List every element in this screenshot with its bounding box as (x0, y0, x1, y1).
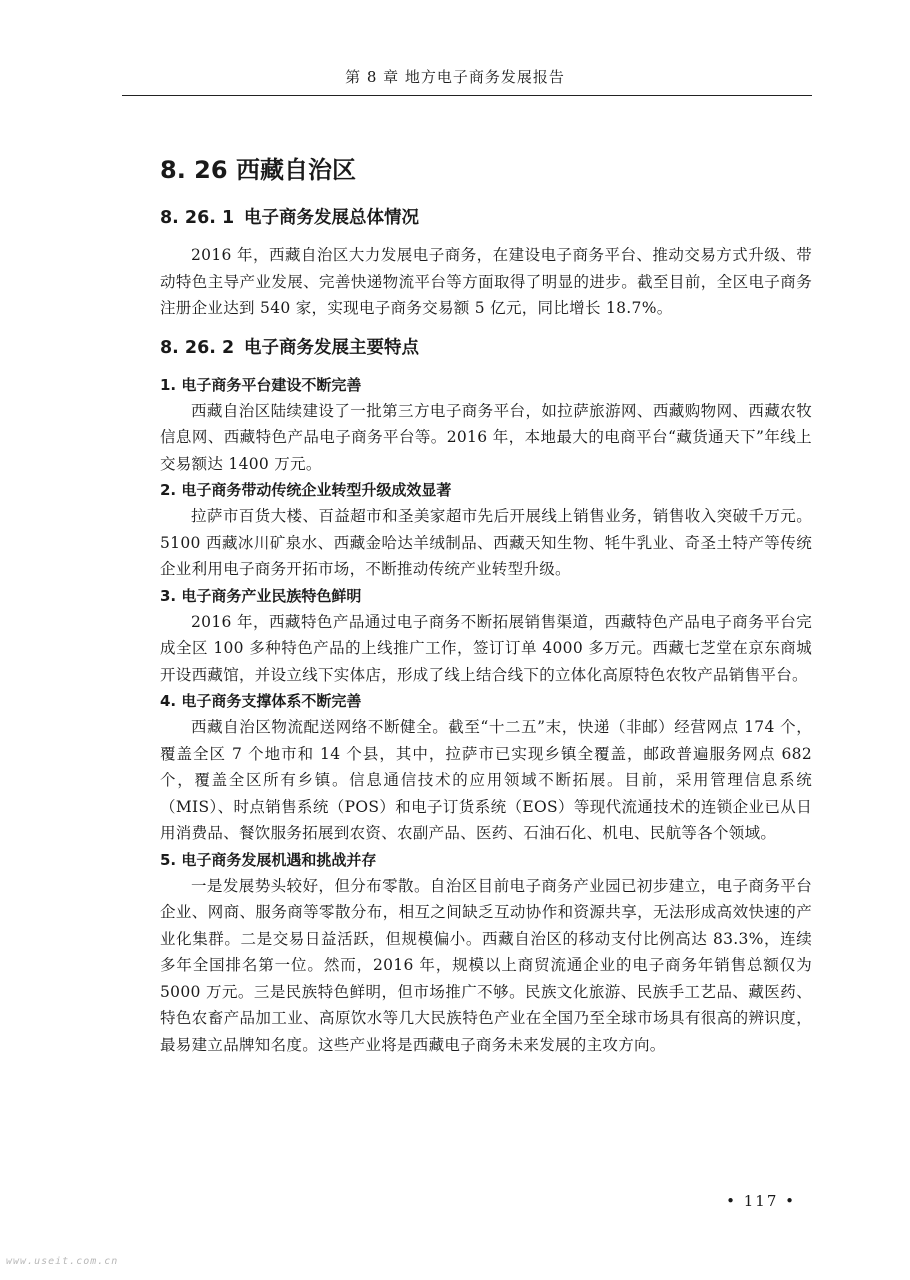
feature-paragraph-5: 一是发展势头较好，但分布零散。自治区目前电子商务产业园已初步建立，电子商务平台企业、网商、服务商等零散分布，相互之间缺乏互动协作和资源共享，无法形成高效快速的产业化集群。二是交易日益活跃，但规模偏小。西藏自治区的移动支付比例高达 83.3%，连续多年全国排名第一位。然而，2016 年，规模以上商贸流通企业的电子商务年销售总额仅为 5000 万元。三是民族特色鲜明，但市场推广不够。民族文化旅游、民族手工艺品、藏医药、特色农畜产品加工业、高原饮水等几大民族特色产业在全国乃至全球市场具有很高的辨识度，最易建立品牌知名度。这些产业将是西藏电子商务未来发展的主攻方向。 (160, 876, 812, 1054)
feature-paragraph-2: 拉萨市百货大楼、百益超市和圣美家超市先后开展线上销售业务，销售收入突破千万元。5100 西藏冰川矿泉水、西藏金哈达羊绒制品、西藏天知生物、牦牛乳业、奇圣土特产等传统企业利用电子商务开拓市场，不断推动传统产业转型升级。 (160, 507, 812, 578)
page-number: • 117 • (726, 1192, 796, 1210)
page-content (160, 150, 812, 1058)
section-heading (160, 150, 812, 190)
feature-heading-1: 1. 电子商务平台建设不断完善 (160, 375, 362, 394)
feature-heading-5: 5. 电子商务发展机遇和挑战并存 (160, 850, 377, 869)
subsection-number: 8. 26. 2 (160, 337, 235, 358)
subsection-heading-2 (160, 332, 812, 364)
running-head: 第 8 章 地方电子商务发展报告 (345, 68, 565, 86)
subsection-title: 电子商务发展总体情况 (244, 208, 419, 228)
feature-paragraph-1: 西藏自治区陆续建设了一批第三方电子商务平台，如拉萨旅游网、西藏购物网、西藏农牧信息网、西藏特色产品电子商务平台等。2016 年，本地最大的电商平台“藏货通天下”年线上交易额达 1400 万元。 (160, 401, 812, 473)
feature-heading-2: 2. 电子商务带动传统企业转型升级成效显著 (160, 481, 452, 499)
feature-paragraph-3: 2016 年，西藏特色产品通过电子商务不断拓展销售渠道，西藏特色产品电子商务平台完成全区 100 多种特色产品的上线推广工作，签订订单 4000 多万元。西藏七芝堂在京东商城开设西藏馆，并设立线下实体店，形成了线上结合线下的立体化高原特色农牧产品销售平台。 (160, 612, 812, 684)
feature-heading-3: 3. 电子商务产业民族特色鲜明 (160, 586, 362, 605)
subsection-number: 8. 26. 1 (160, 208, 235, 228)
watermark: www.useit.com.cn (6, 1256, 119, 1267)
header-rule (122, 95, 812, 96)
section-title: 西藏自治区 (236, 156, 356, 184)
section-number: 8. 26 (160, 156, 228, 184)
feature-paragraph-4: 西藏自治区物流配送网络不断健全。截至“十二五”末，快递（非邮）经营网点 174 个，覆盖全区 7 个地市和 14 个县，其中，拉萨市已实现乡镇全覆盖，邮政普遍服务网点 682 个，覆盖全区所有乡镇。信息通信技术的应用领域不断拓展。目前，采用管理信息系统（MIS）、时点销售系统（POS）和电子订货系统（EOS）等现代流通技术的连锁企业已从日用消费品、餐饮服务拓展到农资、农副产品、医药、石油石化、机电、民航等各个领域。 (160, 718, 812, 842)
overview-paragraph: 2016 年，西藏自治区大力发展电子商务，在建设电子商务平台、推动交易方式升级、带动特色主导产业发展、完善快递物流平台等方面取得了明显的进步。截至目前，全区电子商务注册企业达到 540 家，实现电子商务交易额 5 亿元，同比增长 18.7%。 (160, 246, 812, 317)
feature-heading-4: 4. 电子商务支撑体系不断完善 (160, 692, 362, 710)
subsection-title: 电子商务发展主要特点 (244, 337, 419, 358)
subsection-heading-1 (160, 202, 812, 234)
